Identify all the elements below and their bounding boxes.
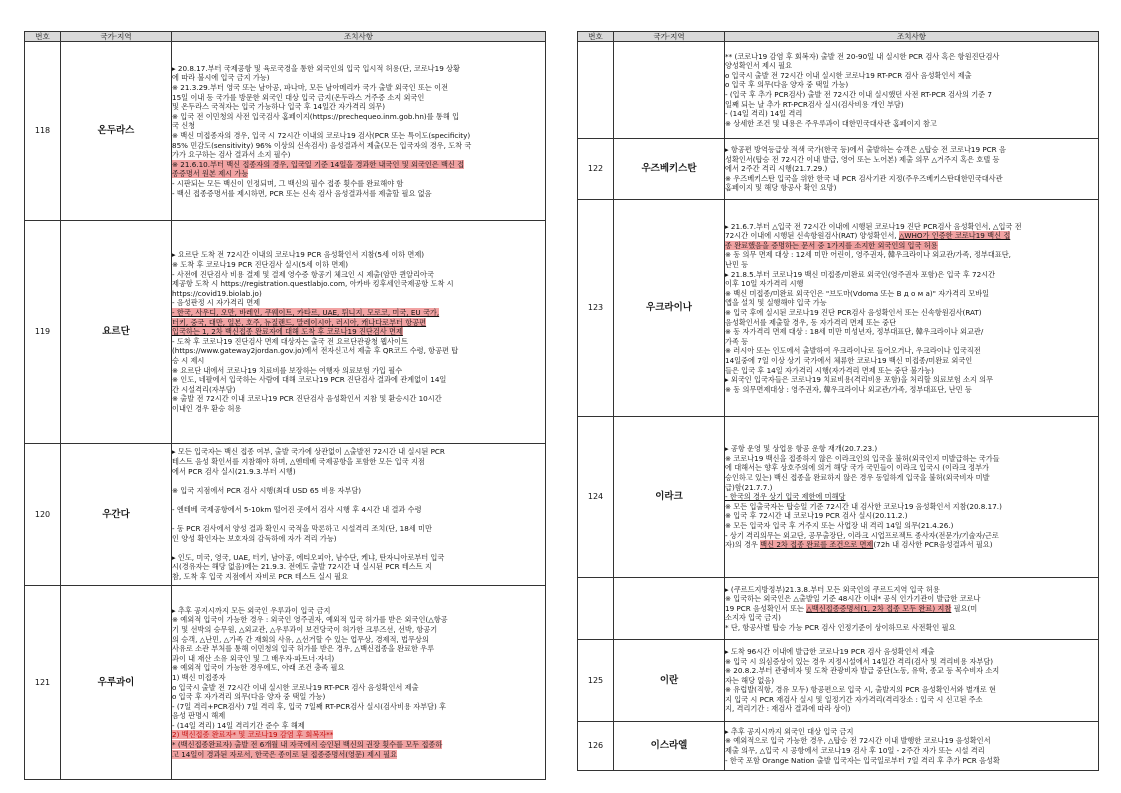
measure-line-text: - 시판되는 모든 백신이 인정되며, 그 백신의 필수 접종 횟수를 완료해야 함 — [172, 178, 404, 188]
measure-line — [172, 179, 545, 189]
measure-line — [172, 486, 545, 496]
measure-line-text: 고 14일이 경과된 자로서, 한국은 종이로 된 접종증명서(영문) 제시 필요 — [172, 749, 398, 759]
highlighted-text: △WHO가 인증한 코로나19 백신 접 — [898, 231, 1011, 241]
measure-line — [172, 308, 545, 318]
header-measures: 조치사항 — [725, 32, 1099, 42]
measure-line-text: 에서 2주간 격리 시행(21.7.29.) — [725, 164, 828, 174]
measure-line-text: ※ 예외적으로 입국 가능한 경우, △탑승 전 72시간 이내 발행한 코로나19 음성확인서 — [725, 736, 991, 746]
row-country: 우크라이나 — [614, 200, 725, 417]
measure-line-text: o 입국시 출발 전 72시간 이내 실시한 코로나19 RT-PCR 검사 음성확인서 제출 — [172, 682, 419, 692]
measure-line-text: ※ 우즈베키스탄 입국을 위한 한국 내 PCR 검사기관 지정(주우즈베키스탄대한민국대사관 — [725, 173, 1003, 183]
measure-line-text: 85% 민감도(sensitivity) 96% 이상의 신속검사) 음성결과서 제출(모든 입국자의 경우, 도착 국 — [172, 140, 472, 150]
measure-line-text: 홈페이지 및 해당 항공사 확인 요망) — [725, 183, 837, 193]
measure-line-text: - 엔테베 국제공항에서 5-10km 떨어진 곳에서 검사 시행 후 4시간 내 결과 수령 — [172, 504, 422, 514]
measure-line — [725, 327, 1098, 337]
measure-line — [172, 102, 545, 112]
measure-line — [725, 270, 1098, 280]
measure-line-text: 성확인서(탑승 전 72시간 이내 발급, 영어 또는 노어본) 제출 의무 △거주지 혹은 호텔 등 — [725, 154, 1000, 164]
measure-line-text: - (7일 격리+PCR검사) 7일 격리 후, 입국 7일째 RT-PCR검사 실시(검사비용 자부담) 후 — [172, 701, 447, 711]
row-number: 121 — [25, 586, 61, 780]
measure-line — [725, 366, 1098, 376]
measure-line — [725, 727, 1098, 737]
measure-line-text: ▸ 공항 운영 및 상업용 항공 운항 재개(20.7.23.) — [725, 444, 878, 454]
measure-line-text: 사유로 소관 부처를 통해 이민청의 입국 허가를 받은 경우, △백신접종을 완료한 우루 — [172, 644, 435, 654]
measure-line-text: ▸ 추후 공지시까지 외국인 대상 입국 금지 — [725, 726, 854, 736]
measure-line-text: ※ 입국하는 외국인은 △출발일 기준 48시간 이내* 공식 인가기관이 발급한 코로나 — [725, 594, 981, 604]
measure-line — [172, 505, 545, 515]
measure-line-text: https://covid19.biolab.jo) — [172, 288, 262, 298]
measure-line — [725, 454, 1098, 464]
measure-line — [725, 109, 1098, 119]
measure-line — [172, 250, 545, 260]
measure-line-text: * (백신접종완료자) 출발 전 6개월 내 자국에서 승인된 백신의 권장 횟수를 모두 접종하 — [172, 740, 443, 750]
measure-line — [172, 467, 545, 477]
measure-line — [172, 750, 545, 760]
measure-line-text: 지 입국 시 PCR 재검사 실시 및 일정기간 자가격리(격리장소 : 입국 시 신고된 주소 — [725, 694, 983, 704]
measure-line — [725, 623, 1098, 633]
measure-line-text: o 입국 후 자가격리 의무(다음 양자 중 택일 가능) — [172, 692, 326, 702]
measure-line-text: - 도착 후 코로나19 진단검사 면제 대상자는 출국 전 요르단관광청 웹사이트 — [172, 336, 408, 346]
measure-line-text: (https://www.gateway2jordan.gov.jo)에서 전자신고서 제출 후 QR코드 수령, 항공편 탑 — [172, 346, 459, 356]
measure-line — [725, 250, 1098, 260]
measure-line-text: ※ 백신 미접종/미완료 외국인은 "브도마(Vdoma 또는 В д о м а)" 자가격리 모바일 — [725, 288, 990, 298]
measure-line — [172, 385, 545, 395]
measure-line — [172, 673, 545, 683]
measure-line-text: ** (코로나19 감염 후 회복자) 출발 전 20-90일 내 실시한 PCR 검사 혹은 항원진단검사 — [725, 51, 1000, 61]
measure-line — [172, 83, 545, 93]
measure-line — [725, 521, 1098, 531]
measure-line-text: ▸ 20.8.17.부터 국제공항 및 육로국경을 통한 외국인의 입국 입시적 허용(단, 코로나19 상황 — [172, 63, 460, 73]
row-country: 온두라스 — [61, 42, 172, 221]
measure-line-text: 테스트 음성 확인서를 지참해야 하며, △엔테베 국제공항을 포함한 모든 입국 지점 — [172, 456, 425, 466]
measure-line — [725, 164, 1098, 174]
row-country: 우즈베키스탄 — [614, 139, 725, 200]
measure-line-text: ※ 코로나19 백신을 접종하지 않은 이라크인의 입국을 불허(외국인지 미발급하는 국가들 — [725, 453, 1000, 463]
measure-line — [725, 279, 1098, 289]
measure-line — [725, 385, 1098, 395]
measure-line-text: - (14일 격리) 14일 격리 — [725, 109, 803, 119]
measure-line — [725, 647, 1098, 657]
measure-line-text: 제공항 도착 시 https://registration.questlabjo.com, 아카바 킹후세인국제공항 도착 시 — [172, 279, 454, 289]
measure-line — [725, 375, 1098, 385]
row-measures — [725, 200, 1099, 417]
measure-line — [172, 553, 545, 563]
measure-line — [172, 150, 545, 160]
measure-line — [172, 711, 545, 721]
measure-line-text: 가족 등 — [725, 336, 749, 346]
row-measures — [725, 640, 1099, 722]
measure-line — [172, 121, 545, 131]
measure-line-text: ▸ 항공편 방역등급상 적색 국가(한국 등)에서 출발하는 승객은 △탑승 전 코로나19 PCR 음 — [725, 145, 1006, 155]
measure-line-text: 승인하고 있는) 백신 접종을 완료하지 않은 경우 동일하게 입국을 불허(외국비자 미발 — [725, 473, 990, 483]
table-header-row — [578, 32, 1099, 42]
measure-line-text: ※ 입국 지점에서 PCR 검사 시행(최대 USD 65 비용 자부담) — [172, 485, 362, 495]
table-row — [25, 444, 546, 586]
measure-line — [172, 740, 545, 750]
measure-line — [725, 444, 1098, 454]
measure-line-text: ※ 입국 시 의심증상이 있는 경우 지정시설에서 14일간 격리(검사 및 격리비용 자부담) — [725, 656, 994, 666]
measure-line — [172, 606, 545, 616]
measure-line-text: ※ 러시아 또는 인도에서 출발하여 우크라이나로 들어오거나, 우크라이나 입국직전 — [725, 346, 981, 356]
table-row — [25, 586, 546, 780]
measure-line — [725, 298, 1098, 308]
measure-line-text: * 단, 항공사별 탑승 가능 PCR 검사 인정기준이 상이하므로 사전확인 필요 — [725, 622, 956, 632]
measure-line — [172, 298, 545, 308]
row-measures — [725, 578, 1099, 640]
measure-line — [725, 356, 1098, 366]
measure-line-text: 에 따라 불시에 입국 금지 가능) — [172, 73, 270, 83]
row-measures — [172, 586, 546, 780]
measure-line — [172, 730, 545, 740]
measure-line — [725, 736, 1098, 746]
measure-line-text — [172, 543, 174, 552]
measure-line-text: 소지자 입국 금지) — [725, 613, 781, 623]
measure-line — [725, 119, 1098, 129]
table-row — [578, 417, 1099, 578]
measure-line-text: 및 온두라스 국적자는 입국 가능하나 입국 후 14일간 자가격리 의무) — [172, 102, 386, 112]
measure-line — [172, 515, 545, 525]
measure-line-text: o 입국 후 의무(다음 양자 중 택일 가능) — [725, 80, 849, 90]
measure-line-text: ※ 인도, 네팔에서 입국하는 사람에 대해 코로나19 PCR 진단검사 결과에 관계없이 14일 — [172, 375, 447, 385]
measure-line-text: - 백신 접종증명서를 제시하면, PCR 또는 신속 검사 음성결과서를 제출할 필요 없음 — [172, 188, 432, 198]
measure-line — [172, 112, 545, 122]
table-row — [578, 640, 1099, 722]
row-number — [578, 578, 614, 640]
measure-line — [725, 585, 1098, 595]
measure-line — [725, 594, 1098, 604]
measure-line-text: 14일중에 7일 이상 상기 국가에서 체류한 코로나19 백신 미접종/미완료 외국인 — [725, 355, 973, 365]
measure-line — [725, 308, 1098, 318]
measure-line — [172, 160, 545, 170]
measure-line-text: 15일 이내 동 국가를 방문한 외국인 대상 입국 금지(온두라스 거주증 소지 외국인 — [172, 92, 425, 102]
measure-line-text: 급)함(21.7.7.) — [725, 482, 773, 492]
measure-line — [172, 644, 545, 654]
measure-line — [725, 676, 1098, 686]
measure-line — [725, 289, 1098, 299]
measure-line — [725, 473, 1098, 483]
measure-line-text: 음성확인서를 제출할 경우, 동 자가격리 면제 또는 중단 — [725, 317, 897, 327]
measure-line-text: 이후 10일 자가격리 시행 — [725, 279, 804, 289]
measure-line-text: ※ 입국 후에 실시된 코로나19 진단 PCR검사 음성확인서 또는 신속항원검사(RAT) — [725, 308, 982, 317]
measure-line-text: - 상기 격리의무는 외교단, 공무출장단, 이라크 시업프로젝트 종사자(전문가/기술자/근로 — [725, 530, 999, 540]
measure-line-text: 음성 판명시 해제 — [172, 711, 226, 721]
measure-line — [172, 625, 545, 635]
row-number: 119 — [25, 221, 61, 444]
measure-line — [725, 604, 1098, 614]
measure-line — [172, 327, 545, 337]
measure-line-text: ※ 동 의무면제대상 : 영주권자, 韓우크라이나 외교관/가족, 정부대표단, 난민 등 — [725, 384, 972, 394]
measure-line — [725, 61, 1098, 71]
row-measures — [172, 221, 546, 444]
row-country: 이라크 — [614, 417, 725, 578]
table-row — [578, 722, 1099, 771]
measure-line — [172, 692, 545, 702]
measure-line-text: 의 승객, △난민, △가족 간 재회의 사유, △선거할 수 있는 업무상, 경제적, 법무상의 — [172, 634, 429, 644]
row-number: 120 — [25, 444, 61, 586]
measure-line — [172, 447, 545, 457]
measure-line-text: 국 신청 — [172, 121, 196, 131]
row-measures — [725, 417, 1099, 578]
measure-line-text: - 사전에 진단검사 비용 결제 및 결제 영수증 항공기 체크인 시 제출(암만 퀸알리아국 — [172, 269, 434, 279]
measure-line-text: 일째 되는 날 추가 RT-PCR검사 실시(검사비용 개인 부담) — [725, 99, 904, 109]
measure-line — [725, 685, 1098, 695]
measure-line — [725, 337, 1098, 347]
measure-line-text: - 한국의 경우 상기 입국 제한에 미해당 — [725, 492, 846, 502]
measure-line-text: ※ 유럽발(직항, 경유 모두) 항공편으로 입국 시, 출발지의 PCR 음성확인서와 별개로 현 — [725, 685, 996, 695]
measure-line-text — [172, 476, 174, 485]
table-row — [578, 200, 1099, 417]
measure-line — [172, 524, 545, 534]
measure-line-text: 터키, 중국, 대만, 일본, 호주, 뉴질랜드, 말레이시아, 러시아, 캐나다로부터 항공편 — [172, 317, 427, 327]
measure-line-text: ※ 상세한 조건 및 내용은 주우루과이 대한민국대사관 홈페이지 참고 — [725, 118, 937, 128]
measure-line-text: 72시간 이내에 시행된 신속항원검사(RAT) 양성확인서, △WHO가 인증한 코로나19 백신 접 — [725, 231, 1011, 241]
left-measures-table — [24, 31, 546, 780]
header-country: 국가·지역 — [614, 32, 725, 42]
measure-line-text: 에 대해서는 향후 상호주의에 의거 해당 국가 국민들이 이라크 입국시 (이라크 정부가 — [725, 463, 990, 473]
measure-line-text: 참, 도착 후 입국 지점에서 자비로 PCR 테스트 실시 필요 — [172, 572, 349, 582]
header-measures: 조치사항 — [172, 32, 546, 42]
measure-line-text: 에서 PCR 검사 실시(21.9.3.부터 시행) — [172, 466, 296, 476]
row-measures — [172, 42, 546, 221]
measure-line — [172, 615, 545, 625]
measure-line-text: ※ 21.3.29.부터 영국 또는 남아공, 파나마, 모든 남아메리카 국가 출발 외국인 또는 이전 — [172, 83, 449, 93]
row-measures — [172, 444, 546, 586]
measure-line-text: 자)의 경우 백신 2차 접종 완료를 조건으로 면제(72h 내 검사한 PCR음성결과서 필요) — [725, 540, 993, 550]
measure-line-text: 난민 등 — [725, 260, 749, 270]
measure-line — [725, 704, 1098, 714]
measure-line-text: 제출 의무, △입국 시 공항에서 코로나19 검사 후 10일 - 2주간 자가 또는 시설 격리 — [725, 746, 985, 755]
measure-line — [172, 543, 545, 553]
measure-line — [725, 318, 1098, 328]
table-row — [578, 42, 1099, 139]
table-row — [25, 221, 546, 444]
measure-line — [172, 394, 545, 404]
measure-line — [725, 756, 1098, 766]
measure-line — [172, 702, 545, 712]
row-country: 이란 — [614, 640, 725, 722]
row-country: 우간다 — [61, 444, 172, 586]
row-number: 126 — [578, 722, 614, 771]
measure-line-text: 종 완료했음을 증명하는 문서 중 1가지를 소지한 외국인의 입국 허용 — [725, 240, 938, 250]
measure-line-text — [172, 495, 174, 504]
measure-line — [172, 572, 545, 582]
table-row — [578, 578, 1099, 640]
measure-line — [725, 174, 1098, 184]
measure-line-text: - (입국 후 추가 PCR검사) 출발 전 72시간 이내 실시했던 사전 RT-PCR 검사의 기준 7 — [725, 90, 992, 99]
measure-line-text: 간 시설격리(자부담) — [172, 384, 236, 394]
measure-line-text: - 동 PCR 검사에서 양성 결과 확인시 국적을 막론하고 시설격리 조치(단, 18세 미만 — [172, 524, 432, 534]
row-number: 124 — [578, 417, 614, 578]
measure-line-text: 과이 내 재산 소유 외국인 및 그 배우자·파트너·자녀) — [172, 653, 335, 663]
measure-line — [172, 562, 545, 572]
row-country — [614, 42, 725, 139]
measure-line — [725, 657, 1098, 667]
measure-line — [725, 241, 1098, 251]
measure-line — [725, 746, 1098, 756]
measure-line — [172, 721, 545, 731]
row-measures — [725, 42, 1099, 139]
measure-line-text: - 음성판정 시 자가격리 면제 — [172, 298, 261, 308]
measure-line — [172, 663, 545, 673]
measure-line-text: ※ 도착 후 코로나19 PCR 진단검사 실시(5세 이하 면제) — [172, 260, 349, 270]
measure-line-text: ※ 예외적 입국이 가능한 경우에도, 아래 조건 충족 필요 — [172, 663, 345, 673]
measure-line — [172, 279, 545, 289]
measure-line-text: 인 양성 확인자는 보호자의 감독하에 자가 격리 가능) — [172, 533, 337, 543]
row-measures — [725, 139, 1099, 200]
measure-line-text: 양성확인서 제시 필요 — [725, 61, 793, 71]
measure-line-text: - (14일 격리) 14일 격리기간 준수 후 해제 — [172, 720, 305, 730]
measure-line — [725, 463, 1098, 473]
measure-line-text: 앱을 설치 및 실행해야 입국 가능 — [725, 298, 827, 308]
row-number: 118 — [25, 42, 61, 221]
highlighted-text: 백신 2차 접종 완료를 조건으로 면제 — [760, 540, 874, 550]
measure-line — [725, 90, 1098, 100]
measure-line-text: 종증명서 원본 제시 가능 — [172, 169, 249, 179]
measure-line — [725, 666, 1098, 676]
measure-line — [725, 222, 1098, 232]
row-number — [578, 42, 614, 139]
measure-line — [172, 457, 545, 467]
measure-line — [725, 80, 1098, 90]
measure-line-text: 19 PCR 음성확인서 또는 △백신접종증명서(1, 2차 접종 모두 완료) 지참 필요(미 — [725, 603, 978, 613]
measure-line-text: 2) 백신접종 완료자* 및 코로나19 감염 후 회복자** — [172, 730, 334, 740]
measure-line — [725, 260, 1098, 270]
measure-line — [172, 318, 545, 328]
measure-line — [725, 492, 1098, 502]
measure-line — [725, 540, 1098, 550]
measure-line — [172, 289, 545, 299]
measure-line — [172, 356, 545, 366]
measure-line-text: ※ 20.8.2.부터 관광비자 및 도착 관광비자 발급 중단(노동, 유학, 종교 등 목수비자 소지 — [725, 666, 1000, 676]
measure-line-text: ▸ 21.6.7.부터 △입국 전 72시간 이내에 시행된 코로나19 진단 PCR검사 음성확인서, △입국 전 — [725, 221, 1022, 231]
measure-line — [725, 511, 1098, 521]
measure-line-text: ※ 요르단 내에서 코로나19 치료비를 보장하는 여행자 의료보험 가입 필수 — [172, 365, 403, 375]
measure-line-text: - 한국, 사우디, 오만, 바레인, 쿠웨이트, 카타르, UAE, 튀니지, 모로코, 미국, EU 국가, — [172, 308, 440, 318]
measure-line — [725, 183, 1098, 193]
measure-line — [172, 683, 545, 693]
measure-line-text — [172, 515, 174, 524]
right-measures-table — [577, 31, 1099, 771]
measure-line — [172, 635, 545, 645]
measure-line-text: ※ 출발 전 72시간 이내 코로나19 PCR 진단검사 음성확인서 지참 및 환승시간 10시간 — [172, 394, 442, 404]
measure-line — [172, 260, 545, 270]
measure-line-text: ▸ 추후 공지시까지 모든 외국인 우루과이 입국 금지 — [172, 605, 331, 615]
row-country: 우루과이 — [61, 586, 172, 780]
measure-line-text: 시(경유자는 해당 없음)에는 21.9.3. 전에도 출발 72시간 내 실시된 PCR 테스트 지 — [172, 562, 432, 572]
measure-line — [172, 495, 545, 505]
measure-line — [172, 654, 545, 664]
measure-line — [172, 64, 545, 74]
measure-line-text: ▸ 21.8.5.부터 코로나19 백신 미접종/미완료 외국인(영주권자 포함)은 입국 후 72시간 — [725, 269, 996, 279]
measure-line-text: ※ 백신 미접종자의 경우, 입국 시 72시간 이내의 코로나19 검사(PCR 또는 특이도(specificity) — [172, 131, 471, 140]
row-number: 123 — [578, 200, 614, 417]
measure-line — [725, 52, 1098, 62]
row-country: 이스라엘 — [614, 722, 725, 771]
measure-line — [725, 483, 1098, 493]
measure-line-text: ※ 입국 전 이민청의 사전 입국검사 홈페이지(https://prechequeo.inm.gob.hn)를 통해 입 — [172, 111, 460, 121]
measure-line — [172, 141, 545, 151]
measure-line — [725, 531, 1098, 541]
measure-line — [725, 100, 1098, 110]
measure-line — [725, 613, 1098, 623]
measure-line — [725, 155, 1098, 165]
measure-line — [172, 337, 545, 347]
measure-line-text: ▸ 인도, 미국, 영국, UAE, 터키, 남아공, 에티오피아, 남수단, 케냐, 탄자니아로부터 입국 — [172, 552, 445, 562]
measure-line — [725, 346, 1098, 356]
table-header-row — [25, 32, 546, 42]
measure-line-text: 들은 입국 후 14일 자가격리 시행(자가격리 면제 또는 중단 불가능) — [725, 365, 934, 375]
measure-line-text: ▸ (쿠르드지방정부)21.3.8.부터 모든 외국인의 쿠르드지역 입국 허용 — [725, 584, 940, 594]
header-number: 번호 — [25, 32, 61, 42]
measure-line-text: 승 시 제시 — [172, 355, 205, 365]
measure-line-text: ※ 21.6.10.부터 백신 접종자의 경우, 입국일 기준 14일을 경과한 내국인 및 외국인은 백신 접 — [172, 159, 465, 169]
measure-line — [172, 346, 545, 356]
measure-line-text: o 입국시 출발 전 72시간 이내 실시한 코로나19 RT-PCR 검사 음성확인서 제출 — [725, 70, 972, 80]
measure-line-text: ▸ 도착 96시간 이내에 발급한 코로나19 PCR 검사 음성확인서 제출 — [725, 646, 935, 656]
measure-line — [172, 73, 545, 83]
header-country: 국가·지역 — [61, 32, 172, 42]
measure-line-text: - 한국 포함 Orange Nation 출발 입국자는 입국일로부터 7일 격리 후 추가 PCR 음성확 — [725, 755, 1000, 765]
row-measures — [725, 722, 1099, 771]
measure-line — [725, 71, 1098, 81]
measure-line — [172, 476, 545, 486]
table-row — [25, 42, 546, 221]
measure-line-text: 기 및 선박의 승무원, △외교관, △우루과이 보건당국이 허가한 크루즈선, 선박, 항공기 — [172, 624, 438, 634]
measure-line-text: ※ 동 의무 면제 대상 : 12세 미만 어린이, 영주권자, 韓우크라이나 외교관/가족, 정부대표단, — [725, 250, 1011, 260]
measure-line — [172, 93, 545, 103]
measure-line-text: 가가 요구하는 검사 결과서 소지 필수) — [172, 150, 291, 160]
measure-line — [172, 375, 545, 385]
header-number: 번호 — [578, 32, 614, 42]
measure-line-text: ※ 입국 후 72시간 내 코로나19 PCR 검사 실시(20.11.2.) — [725, 511, 908, 521]
measure-line — [172, 131, 545, 141]
measure-line-text: ▸ 모든 입국자는 백신 접종 여부, 출발 국가에 상관없이 △출발전 72시간 내 실시된 PCR — [172, 447, 445, 457]
measure-line-text: ※ 예외적 입국이 가능한 경우 : 외국인 영주권자, 예외적 입국 허가를 받은 외국인(△항공 — [172, 615, 448, 625]
row-country: 요르단 — [61, 221, 172, 444]
measure-line-text: 자는 해당 없음) — [725, 675, 775, 685]
measure-line — [172, 534, 545, 544]
measure-line-text: ▸ 요르단 도착 전 72시간 이내의 코로나19 PCR 음성확인서 지참(5세 이하 면제) — [172, 250, 425, 260]
measure-line-text: 지, 격리기간 : 재검사 결과에 따라 상이) — [725, 704, 851, 714]
measure-line — [172, 404, 545, 414]
measure-line — [725, 231, 1098, 241]
measure-line-text: ※ 모든 입출국자는 탑승일 기준 72시간 내 검사한 코로나19 음성확인서 지참(20.8.17.) — [725, 501, 1002, 511]
row-number: 125 — [578, 640, 614, 722]
measure-line — [172, 366, 545, 376]
measure-line-text: 이내인 경우 환승 허용 — [172, 403, 242, 413]
measure-line-text: 입국하는 1, 2차 백신접종 완료자에 대해 도착 후 코로나19 진단검사 면제 — [172, 327, 403, 337]
measure-line-text: 1) 백신 미접종자 — [172, 672, 226, 682]
table-row — [578, 139, 1099, 200]
measure-line — [725, 145, 1098, 155]
measure-line — [725, 695, 1098, 705]
measure-line-text: ▸ 외국인 입국자들은 코로나19 치료비용(격리비용 포함)을 처리할 의료보험 소지 의무 — [725, 375, 994, 385]
measure-line — [172, 189, 545, 199]
highlighted-text: △백신접종증명서(1, 2차 접종 모두 완료) 지참 — [806, 603, 952, 613]
measure-line — [172, 270, 545, 280]
measure-line — [725, 502, 1098, 512]
row-country — [614, 578, 725, 640]
measure-line-text: ※ 모든 입국자 입국 후 거주지 또는 사업장 내 격리 14일 의무(21.4.26.) — [725, 520, 954, 530]
measure-line — [172, 169, 545, 179]
row-number: 122 — [578, 139, 614, 200]
measure-line-text: ※ 동 자가격리 면제 대상 : 18세 미만 미성년자, 정부대표단, 韓우크라이나 외교관/ — [725, 327, 984, 337]
